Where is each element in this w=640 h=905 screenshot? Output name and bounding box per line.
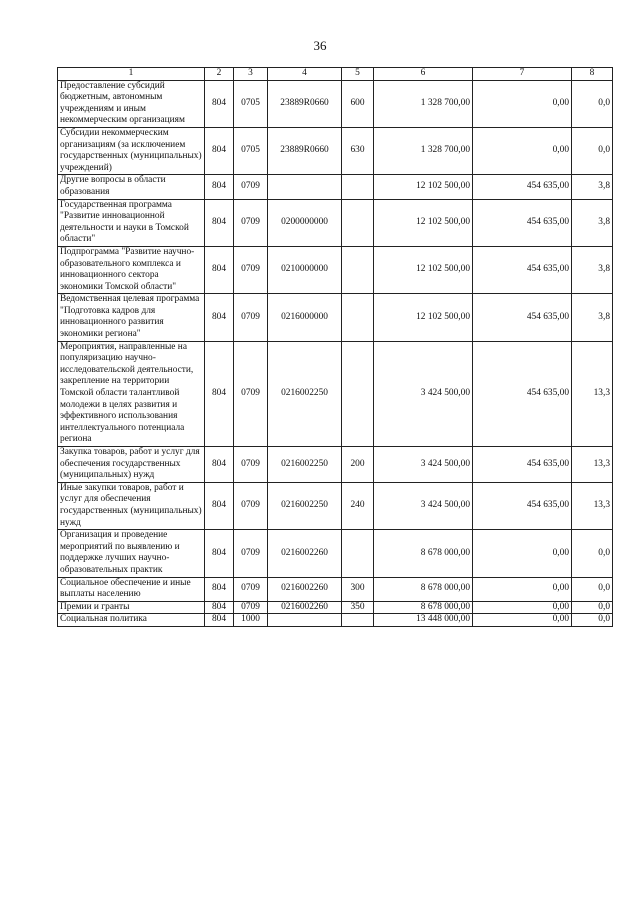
execution-percent: 3,8 — [572, 294, 613, 341]
target-article-code: 23889R0660 — [268, 127, 342, 174]
ved-code: 804 — [205, 246, 234, 293]
item-name: Государственная программа "Развитие инновационной деятельности и науки в Томской области" — [58, 199, 205, 246]
expense-type-code — [342, 246, 374, 293]
section-code: 0709 — [234, 601, 268, 614]
item-name: Иные закупки товаров, работ и услуг для обеспечения государственных (муниципальных) нужд — [58, 482, 205, 529]
table-row — [58, 601, 613, 614]
actual-amount: 454 635,00 — [473, 341, 572, 446]
header-row — [58, 68, 613, 81]
item-name: Социальная политика — [58, 614, 205, 627]
target-article-code: 0216002260 — [268, 577, 342, 601]
actual-amount: 454 635,00 — [473, 199, 572, 246]
execution-percent: 3,8 — [572, 246, 613, 293]
ved-code: 804 — [205, 530, 234, 577]
execution-percent: 13,3 — [572, 482, 613, 529]
plan-amount: 3 424 500,00 — [374, 341, 473, 446]
expense-type-code: 600 — [342, 80, 374, 127]
section-code: 0709 — [234, 175, 268, 199]
section-code: 0709 — [234, 530, 268, 577]
target-article-code: 0216000000 — [268, 294, 342, 341]
col-header-5: 5 — [342, 68, 374, 81]
ved-code: 804 — [205, 199, 234, 246]
item-name: Организация и проведение мероприятий по выявлению и поддержке лучших научно-образовательных практик — [58, 530, 205, 577]
ved-code: 804 — [205, 482, 234, 529]
col-header-1: 1 — [58, 68, 205, 81]
execution-percent: 3,8 — [572, 199, 613, 246]
section-code: 0705 — [234, 127, 268, 174]
actual-amount: 454 635,00 — [473, 447, 572, 483]
execution-percent: 0,0 — [572, 127, 613, 174]
actual-amount: 0,00 — [473, 577, 572, 601]
table-row — [58, 246, 613, 293]
actual-amount: 0,00 — [473, 80, 572, 127]
plan-amount: 1 328 700,00 — [374, 127, 473, 174]
table-row — [58, 294, 613, 341]
section-code: 0709 — [234, 577, 268, 601]
plan-amount: 8 678 000,00 — [374, 530, 473, 577]
target-article-code: 0200000000 — [268, 199, 342, 246]
actual-amount: 454 635,00 — [473, 175, 572, 199]
col-header-8: 8 — [572, 68, 613, 81]
section-code: 1000 — [234, 614, 268, 627]
expense-type-code: 350 — [342, 601, 374, 614]
section-code: 0709 — [234, 447, 268, 483]
section-code: 0705 — [234, 80, 268, 127]
expense-type-code: 630 — [342, 127, 374, 174]
execution-percent: 13,3 — [572, 447, 613, 483]
plan-amount: 13 448 000,00 — [374, 614, 473, 627]
table-row — [58, 199, 613, 246]
actual-amount: 0,00 — [473, 530, 572, 577]
table-row — [58, 175, 613, 199]
expense-type-code — [342, 175, 374, 199]
execution-percent: 3,8 — [572, 175, 613, 199]
item-name: Мероприятия, направленные на популяризацию научно-исследовательской деятельности, закрепление на территории Томской области талантливой молодежи в целях развития и эффективного использования интеллектуального потенциала региона — [58, 341, 205, 446]
ved-code: 804 — [205, 341, 234, 446]
section-code: 0709 — [234, 246, 268, 293]
table-row — [58, 80, 613, 127]
plan-amount: 12 102 500,00 — [374, 294, 473, 341]
budget-table — [57, 67, 613, 627]
execution-percent: 0,0 — [572, 530, 613, 577]
plan-amount: 12 102 500,00 — [374, 175, 473, 199]
plan-amount: 3 424 500,00 — [374, 447, 473, 483]
ved-code: 804 — [205, 175, 234, 199]
target-article-code: 0216002260 — [268, 530, 342, 577]
col-header-4: 4 — [268, 68, 342, 81]
item-name: Закупка товаров, работ и услуг для обеспечения государственных (муниципальных) нужд — [58, 447, 205, 483]
table-row — [58, 614, 613, 627]
item-name: Субсидии некоммерческим организациям (за исключением государственных (муниципальных) учреждений) — [58, 127, 205, 174]
col-header-3: 3 — [234, 68, 268, 81]
target-article-code: 0216002250 — [268, 447, 342, 483]
expense-type-code — [342, 294, 374, 341]
table-row — [58, 447, 613, 483]
ved-code: 804 — [205, 127, 234, 174]
col-header-7: 7 — [473, 68, 572, 81]
execution-percent: 0,0 — [572, 80, 613, 127]
plan-amount: 12 102 500,00 — [374, 246, 473, 293]
execution-percent: 0,0 — [572, 601, 613, 614]
ved-code: 804 — [205, 577, 234, 601]
expense-type-code — [342, 530, 374, 577]
expense-type-code: 200 — [342, 447, 374, 483]
expense-type-code — [342, 614, 374, 627]
section-code: 0709 — [234, 341, 268, 446]
item-name: Подпрограмма "Развитие научно-образовательного комплекса и инновационного сектора экономики Томской области" — [58, 246, 205, 293]
section-code: 0709 — [234, 482, 268, 529]
target-article-code — [268, 175, 342, 199]
table-row — [58, 530, 613, 577]
plan-amount: 12 102 500,00 — [374, 199, 473, 246]
table-row — [58, 127, 613, 174]
item-name: Премии и гранты — [58, 601, 205, 614]
ved-code: 804 — [205, 601, 234, 614]
item-name: Другие вопросы в области образования — [58, 175, 205, 199]
expense-type-code: 300 — [342, 577, 374, 601]
item-name: Социальное обеспечение и иные выплаты населению — [58, 577, 205, 601]
target-article-code: 0216002260 — [268, 601, 342, 614]
table-row — [58, 577, 613, 601]
ved-code: 804 — [205, 447, 234, 483]
execution-percent: 0,0 — [572, 614, 613, 627]
plan-amount: 3 424 500,00 — [374, 482, 473, 529]
actual-amount: 0,00 — [473, 127, 572, 174]
target-article-code — [268, 614, 342, 627]
expense-type-code — [342, 341, 374, 446]
actual-amount: 454 635,00 — [473, 482, 572, 529]
page-number: 36 — [313, 38, 327, 53]
execution-percent: 0,0 — [572, 577, 613, 601]
actual-amount: 0,00 — [473, 614, 572, 627]
target-article-code: 0216002250 — [268, 482, 342, 529]
section-code: 0709 — [234, 294, 268, 341]
col-header-2: 2 — [205, 68, 234, 81]
table-row — [58, 482, 613, 529]
plan-amount: 8 678 000,00 — [374, 601, 473, 614]
col-header-6: 6 — [374, 68, 473, 81]
item-name: Предоставление субсидий бюджетным, автономным учреждениям и иным некоммерческим организациям — [58, 80, 205, 127]
expense-type-code: 240 — [342, 482, 374, 529]
ved-code: 804 — [205, 614, 234, 627]
execution-percent: 13,3 — [572, 341, 613, 446]
plan-amount: 1 328 700,00 — [374, 80, 473, 127]
table-row — [58, 341, 613, 446]
actual-amount: 0,00 — [473, 601, 572, 614]
plan-amount: 8 678 000,00 — [374, 577, 473, 601]
actual-amount: 454 635,00 — [473, 246, 572, 293]
ved-code: 804 — [205, 80, 234, 127]
target-article-code: 23889R0660 — [268, 80, 342, 127]
target-article-code: 0216002250 — [268, 341, 342, 446]
target-article-code: 0210000000 — [268, 246, 342, 293]
item-name: Ведомственная целевая программа "Подготовка кадров для инновационного развития экономики региона" — [58, 294, 205, 341]
actual-amount: 454 635,00 — [473, 294, 572, 341]
ved-code: 804 — [205, 294, 234, 341]
expense-type-code — [342, 199, 374, 246]
section-code: 0709 — [234, 199, 268, 246]
